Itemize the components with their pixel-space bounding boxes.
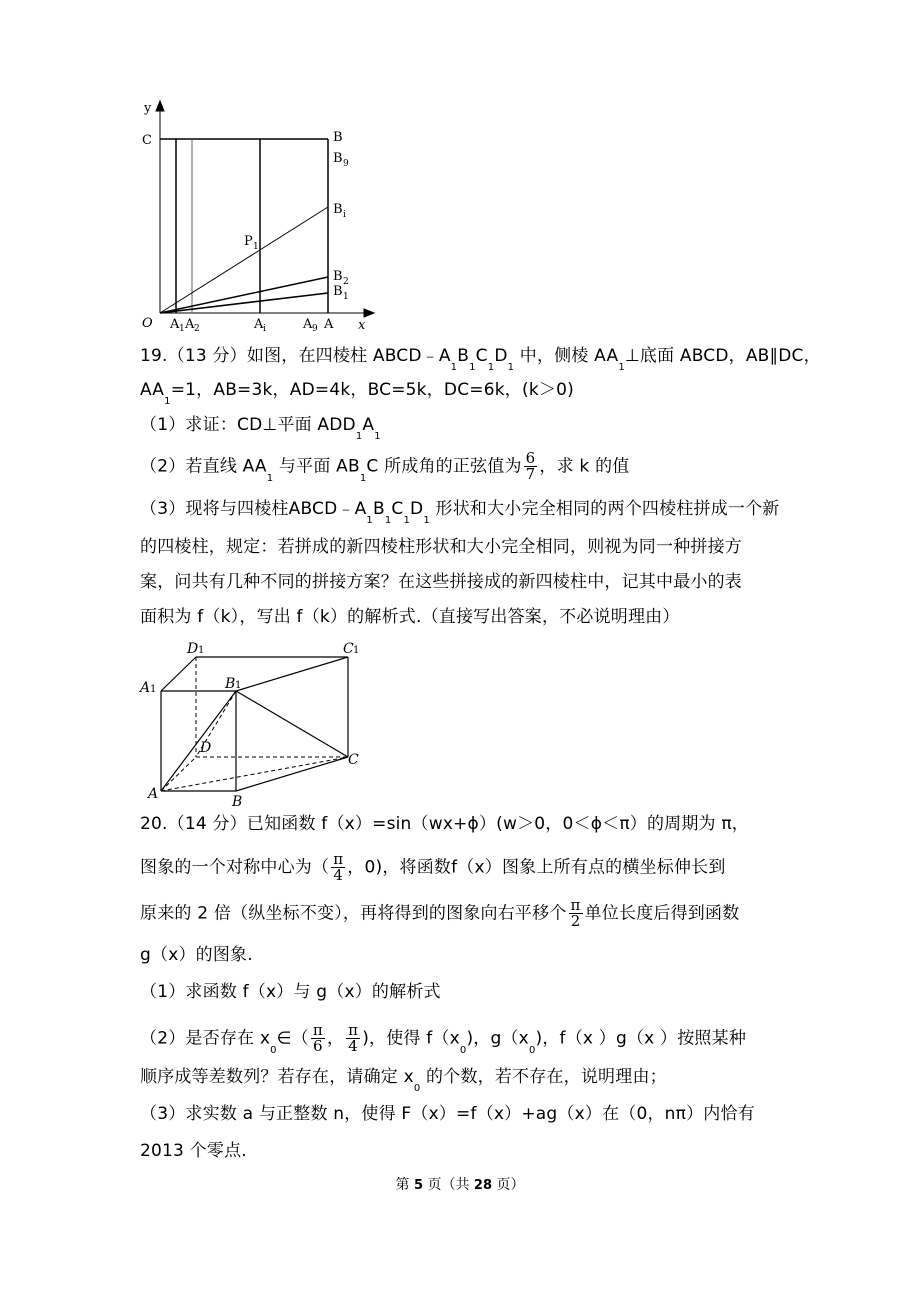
page-number: 5 — [413, 1178, 424, 1193]
svg-text:1: 1 — [198, 645, 205, 656]
q19-line2: $AA_1=1$，AB=3k，AD=4k，BC=5k，DC=6k，(k＞0) — [140, 380, 574, 407]
label-b2: B — [333, 269, 343, 284]
label-b: B — [232, 794, 243, 810]
label-d1: D — [187, 641, 199, 657]
label-bi: B — [333, 202, 343, 217]
fraction-6-7: $\frac{6}{7}$ — [525, 449, 536, 483]
q20-part3-line1: （3）求实数 a 与正整数 n，使得 F（x）=f（x）+ag（x）在（0，nπ）内恰有 — [140, 1104, 755, 1124]
label-d: D — [200, 740, 212, 756]
q20-part2-line1: （2）是否存在 $x_0\in$（ $\frac{\pi}{6}$ ， $\frac{\pi}{4}$ )，使得 $f(x_0)$，$g(x_0)$，f（x ）g（x ）按照某种 — [140, 1021, 747, 1056]
ray-bi — [160, 207, 328, 313]
label-a: A — [324, 317, 334, 332]
label-b1: B — [333, 284, 343, 299]
q20-line3: 原来的 2 倍（纵坐标不变），再将得到的图象向右平移个 $\frac{\pi}{2}$ 单位长度后得到函数 — [140, 896, 740, 930]
label-c: C — [142, 133, 152, 148]
ray-b2 — [160, 277, 328, 313]
svg-text:i: i — [343, 210, 346, 220]
label-c: C — [348, 752, 359, 768]
svg-text:1: 1 — [353, 645, 360, 656]
page-total: 28 — [473, 1178, 493, 1193]
label-a1: A — [170, 317, 180, 332]
svg-text:9: 9 — [343, 159, 349, 169]
svg-text:1: 1 — [235, 680, 242, 691]
label-a2: A — [185, 317, 195, 332]
label-b: B — [333, 130, 343, 145]
svg-text:1: 1 — [343, 292, 349, 302]
svg-text:1: 1 — [253, 242, 259, 252]
label-p1: P — [244, 234, 253, 249]
figure-2-prism-diagram — [138, 636, 378, 811]
label-a9: A — [303, 317, 313, 332]
svg-text:i: i — [263, 324, 266, 334]
fraction-pi-2: $\frac{\pi}{2}$ — [570, 896, 581, 930]
q20-part1: （1）求函数 f（x）与 g（x）的解析式 — [140, 982, 441, 1002]
label-a1: A — [140, 680, 151, 696]
y-axis-arrow — [156, 101, 164, 111]
svg-text:2: 2 — [194, 324, 200, 334]
label-b1: B — [225, 676, 236, 692]
fraction-pi-6: $\frac{\pi}{6}$ — [312, 1021, 323, 1055]
label-b9: B — [333, 151, 343, 166]
edge-a1d1 — [161, 657, 196, 691]
svg-text:1: 1 — [179, 324, 185, 334]
q20-line2: 图象的一个对称中心为（ $\frac{\pi}{4}$ ，0)，将函数f（x）图象上所有点的横坐标伸长到 — [140, 850, 726, 884]
q19-part3-line2: 的四棱柱，规定：若拼成的新四棱柱形状和大小完全相同，则视为同一种拼接方 — [140, 537, 742, 557]
x-axis-label: x — [358, 318, 366, 333]
x-axis-arrow — [364, 309, 374, 317]
figure-1-coordinate-diagram — [130, 95, 390, 345]
fraction-pi-4b: $\frac{\pi}{4}$ — [348, 1021, 359, 1055]
svg-text:1: 1 — [150, 684, 157, 695]
svg-text:2: 2 — [343, 277, 349, 287]
q20-line1: 20.（14 分）已知函数 f（x）=sin（wx+ϕ）(w＞0，0＜ϕ＜π）的周期为 π， — [140, 814, 749, 834]
ray-b1 — [160, 293, 328, 313]
q19-part3-line3: 案，问共有几种不同的拼接方案？在这些拼接成的新四棱柱中，记其中最小的表 — [140, 572, 742, 592]
edge-b1c — [236, 691, 348, 757]
y-axis-label: y — [144, 101, 152, 116]
q19-part2: （2）若直线 $AA_1$ 与平面 $AB_1C$ 所成角的正弦值为 $\frac{6}{7}$ ，求 k 的值 — [140, 449, 630, 484]
label-a: A — [148, 786, 159, 802]
q19-part3-line1: （3）现将与四棱柱$ABCD﹣A_1B_1C_1D_1$ 形状和大小完全相同的两个四棱柱拼成一个新 — [140, 499, 780, 526]
q20-part3-line2: 2013 个零点. — [140, 1141, 247, 1161]
fraction-pi-4: $\frac{\pi}{4}$ — [333, 850, 344, 884]
svg-text:9: 9 — [312, 324, 318, 334]
edge-ab1 — [161, 691, 236, 791]
q19-line1: 19.（13 分）如图，在四棱柱 $ABCD﹣A_1B_1C_1D_1$ 中，侧棱 $AA_1\perp$底面 ABCD，AB∥DC， — [140, 346, 821, 373]
label-c1: C — [343, 641, 354, 657]
origin-label: O — [142, 316, 153, 331]
page-footer: 第 5 页（共 28 页） — [395, 1177, 525, 1193]
q19-part1: （1）求证：CD⊥平面 $ADD_1A_1$ — [140, 415, 381, 442]
q20-line4: g（x）的图象. — [140, 945, 253, 965]
q20-part2-line2: 顺序成等差数列？若存在，请确定 $x_0$ 的个数，若不存在，说明理由； — [140, 1067, 667, 1094]
label-ai: A — [254, 317, 264, 332]
edge-b1c1 — [236, 657, 348, 691]
q19-part3-line4: 面积为 f（k），写出 f（k）的解析式.（直接写出答案，不必说明理由） — [140, 607, 680, 627]
